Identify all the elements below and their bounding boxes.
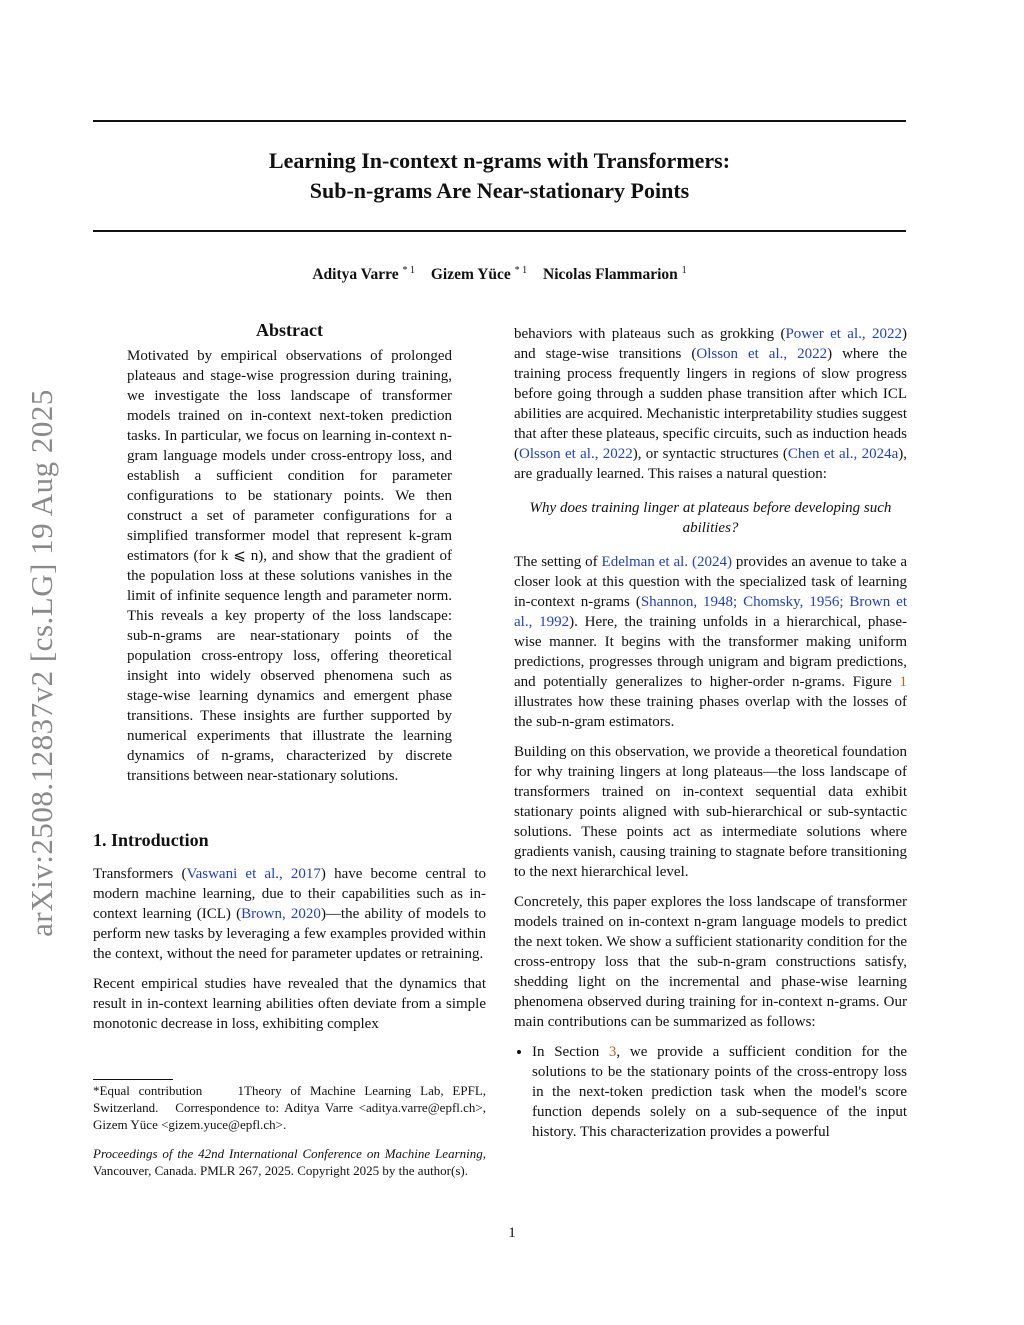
- title-bottom-rule: [93, 230, 906, 232]
- citation-link[interactable]: Shannon, 1948; Chomsky, 1956; Brown et al., 1992: [514, 594, 907, 630]
- footnote-affiliation: 1Theory of Machine Learning Lab, EPFL, Switzerland.: [93, 1083, 487, 1115]
- abstract-heading: Abstract: [256, 320, 323, 340]
- right-paragraph-3: Building on this observation, we provide a theoretical foundation for why training lingers at long plateaus—the loss landscape of transformers trained on in-context sequential data exhibit stationary points aligned with sub-hierarchical or sub-syntactic solutions. These points act as intermediate solutions where gradients vanish, causing training to stagnate before transitioning to the next hierarchical level.: [514, 744, 907, 880]
- title-top-rule: [93, 120, 906, 122]
- section-heading-introduction: 1. Introduction: [93, 830, 209, 850]
- section-reference-link[interactable]: 3: [608, 1044, 617, 1060]
- contribution-item: • In Section 3, we provide a sufficient condition for the solutions to be the stationary points of the cross-entropy loss in the next-token prediction task when the model's score function depends solely on a sub-sequence of the input history. This characterization provides a powerful: [532, 1042, 907, 1142]
- title-line-2: Sub-n-grams Are Near-stationary Points: [309, 178, 690, 203]
- author-list: [93, 265, 906, 284]
- research-question: Why does training linger at plateaus before developing such abilities?: [529, 500, 892, 536]
- citation-link[interactable]: Brown, 2020: [241, 906, 321, 922]
- proceedings-note: Proceedings of the 42nd International Conference on Machine Learning, Vancouver, Canada. PMLR 267, 2025. Copyright 2025 by the author(s).: [93, 1146, 486, 1178]
- intro-paragraph-2: Recent empirical studies have revealed that the dynamics that result in in-context learning abilities often deviate from a simple monotonic decrease in loss, exhibiting complex: [93, 976, 486, 1032]
- author-3: Nicolas Flammarion $^1$: [543, 265, 687, 284]
- right-paragraph-1: behaviors with plateaus such as grokking (Power et al., 2022) and stage-wise transitions (Olsson et al., 2022) where the training process frequently lingers in regions of slow progress before going through a sudden phase transition after which ICL abilities are acquired. Mechanistic interpretability studies suggest that after these plateaus, specific circuits, such as induction heads (Olsson et al., 2022), or syntactic structures (Chen et al., 2024a), are gradually learned. This raises a natural question:: [514, 326, 908, 482]
- footnotes: [93, 1082, 486, 1179]
- abstract-text: Motivated by empirical observations of prolonged plateaus and stage-wise progression during training, we investigate the loss landscape of transformer models trained on in-context next-token prediction tasks. In particular, we focus on learning in-context n-gram language models under cross-entropy loss, and establish a sufficient condition for parameter configurations to be stationary points. We then construct a set of parameter configurations for a simplified transformer model that represent k-gram estimators (for k ⩽ n), and show that the gradient of the population loss at these solutions vanishes in the limit of infinite sequence length and parameter norm. This reveals a key property of the loss landscape: sub-n-grams are near-stationary points of the population cross-entropy loss, offering theoretical insight into widely observed phenomena such as stage-wise learning dynamics and emergent phase transitions. These insights are further supported by numerical experiments that illustrate the learning dynamics of n-grams, characterized by discrete transitions between near-stationary solutions.: [127, 348, 452, 784]
- citation-link[interactable]: Edelman et al. (2024): [601, 554, 732, 570]
- footnote-rule: [93, 1079, 173, 1080]
- arxiv-stamp: arXiv:2508.12837v2 [cs.LG] 19 Aug 2025: [24, 389, 59, 937]
- citation-link[interactable]: Olsson et al., 2022: [519, 446, 633, 462]
- citation-link[interactable]: Power et al., 2022: [785, 326, 902, 342]
- intro-paragraph-1: Transformers (Vaswani et al., 2017) have become central to modern machine learning, due to their capabilities such as in-context learning (ICL) (Brown, 2020)—the ability of models to perform new tasks by leveraging a few examples provided within the context, without the need for parameter updates or retraining.: [93, 866, 486, 962]
- citation-link[interactable]: Olsson et al., 2022: [696, 346, 828, 362]
- page-number: 1: [508, 1225, 516, 1241]
- footnote-affiliations: [93, 1082, 486, 1133]
- author-1: Aditya Varre $^{* 1}$: [312, 265, 415, 284]
- footnote-equal-contribution: *Equal contribution: [93, 1083, 203, 1098]
- right-paragraph-4: Concretely, this paper explores the loss landscape of transformer models trained on in-context n-gram language models to predict the next token. We show a sufficient stationarity condition for the cross-entropy loss that the sub-n-gram constructions satisfy, shedding light on the incremental and phase-wise learning phenomena observed during training for in-context n-grams. Our main contributions can be summarized as follows:: [514, 894, 907, 1030]
- right-paragraph-2: The setting of Edelman et al. (2024) provides an avenue to take a closer look at this question with the specialized task of learning in-context n-grams (Shannon, 1948; Chomsky, 1956; Brown et al., 1992). Here, the training unfolds in a hierarchical, phase-wise manner. It begins with the transformer making uniform predictions, progresses through unigram and bigram predictions, and potentially generalizes to higher-order n-grams. Figure 1 illustrates how these training phases overlap with the losses of the sub-n-gram estimators.: [514, 554, 907, 730]
- citation-link[interactable]: Vaswani et al., 2017: [186, 866, 321, 882]
- left-column: [93, 320, 486, 1044]
- contribution-list: [514, 1042, 907, 1142]
- paper-title: [93, 146, 906, 206]
- footnote-correspondence: Correspondence to: Aditya Varre <aditya.varre@epfl.ch>, Gizem Yüce <gizem.yuce@epfl.ch>.: [93, 1100, 486, 1132]
- author-2: Gizem Yüce $^{* 1}$: [430, 265, 528, 284]
- title-line-1: Learning In-context n-grams with Transformers:: [268, 148, 731, 173]
- right-column: [514, 324, 907, 1142]
- citation-link[interactable]: Chen et al., 2024a: [787, 446, 899, 462]
- figure-reference-link[interactable]: 1: [899, 674, 907, 690]
